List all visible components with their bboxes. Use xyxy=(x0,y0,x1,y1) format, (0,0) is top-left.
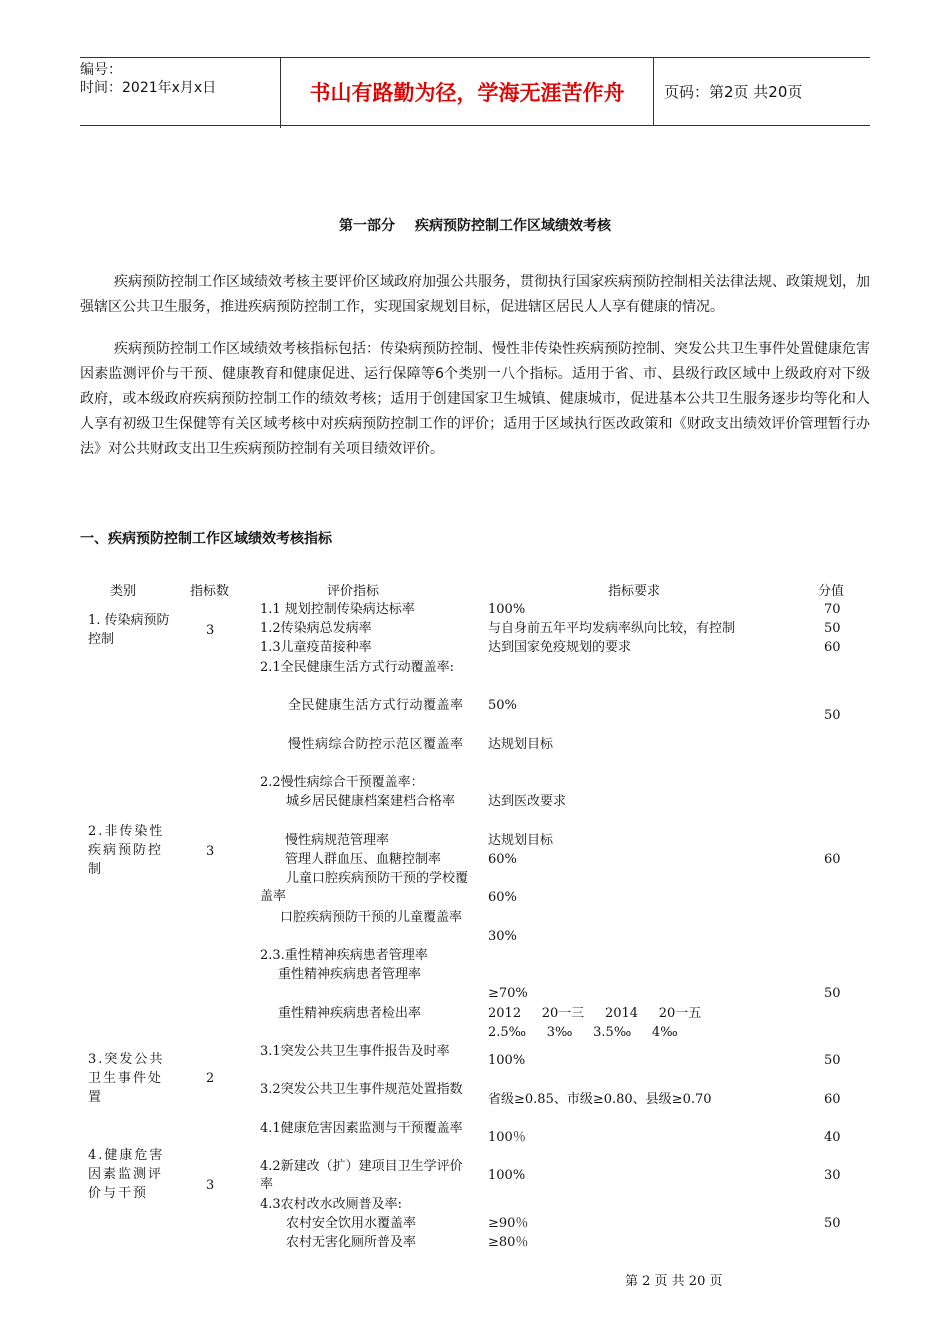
score-4-2: 30 xyxy=(824,1168,841,1183)
indicator-2-2: 2.2慢性病综合干预覆盖率： xyxy=(260,775,424,790)
req-2-2-c: 60% xyxy=(488,852,517,867)
col-header-category: 类别 xyxy=(110,584,137,599)
score-2-2: 60 xyxy=(824,852,841,867)
indicator-1-3: 1.3儿童疫苗接种率 xyxy=(260,640,372,655)
req-3-1: 100% xyxy=(488,1053,526,1068)
category-2: 2.非传染性疾病预防控制 xyxy=(88,824,165,877)
req-2-2-b: 达规划目标 xyxy=(488,833,554,848)
time-label: 时间：2021年x月x日 xyxy=(80,80,217,96)
score-4-3: 50 xyxy=(824,1216,841,1231)
col-header-score: 分值 xyxy=(818,584,845,599)
req-4-3-b: ≥80％ xyxy=(488,1235,529,1250)
category-1-count: 3 xyxy=(206,623,215,638)
indicator-3-1: 3.1突发公共卫生事件报告及时率 xyxy=(260,1044,450,1059)
req-2-3-a: ≥70% xyxy=(488,986,528,1001)
indicator-2-1: 2.1全民健康生活方式行动覆盖率: xyxy=(260,660,455,675)
category-4: 4.健康危害因素监测评价与干预 xyxy=(88,1148,165,1201)
indicator-2-3: 2.3.重性精神疾病患者管理率 xyxy=(260,948,428,963)
number-label: 编号： xyxy=(80,62,122,78)
category-3: 3.突发公共卫生事件处置 xyxy=(88,1052,165,1105)
indicator-2-3-b: 重性精神疾病患者检出率 xyxy=(278,1006,422,1021)
indicator-2-1-b: 慢性病综合防控示范区覆盖率 xyxy=(288,737,464,752)
req-2-3-b-years: 2012 20一三 2014 20一五 xyxy=(488,1006,702,1021)
indicator-4-3-a: 农村安全饮用水覆盖率 xyxy=(286,1216,417,1231)
req-2-1-a: 50% xyxy=(488,698,517,713)
score-3-1: 50 xyxy=(824,1053,841,1068)
indicator-3-2: 3.2突发公共卫生事件规范处置指数 xyxy=(260,1082,463,1097)
indicator-2-2-e: 口腔疾病预防干预的儿童覆盖率 xyxy=(280,910,463,925)
req-1-1: 100% xyxy=(488,602,526,617)
indicator-4-3-b: 农村无害化厕所普及率 xyxy=(286,1235,417,1250)
indicator-2-1-a: 全民健康生活方式行动覆盖率 xyxy=(288,698,464,713)
indicator-4-2: 4.2新建改（扩）建项目卫生学评价率 xyxy=(260,1159,463,1192)
req-2-2-e: 30% xyxy=(488,929,517,944)
section-part: 第一部分 xyxy=(339,218,395,234)
heading-1: 一、疾病预防控制工作区域绩效考核指标 xyxy=(80,531,332,547)
header-page-info: 页码：第2页 共20页 xyxy=(664,83,803,101)
indicator-2-2-b: 慢性病规范管理率 xyxy=(285,833,390,848)
indicator-4-1: 4.1健康危害因素监测与干预覆盖率 xyxy=(260,1121,463,1136)
req-4-2: 100% xyxy=(488,1168,526,1183)
req-3-2: 省级≥0.85、市级≥0.80、县级≥0.70 xyxy=(488,1092,712,1107)
col-header-requirement: 指标要求 xyxy=(608,584,661,599)
req-4-3-a: ≥90％ xyxy=(488,1216,529,1231)
col-header-count: 指标数 xyxy=(190,584,230,599)
req-1-2: 与自身前五年平均发病率纵向比较，有控制 xyxy=(488,621,736,636)
score-4-1: 40 xyxy=(824,1130,841,1145)
paragraph-1: 疾病预防控制工作区域绩效考核主要评价区域政府加强公共服务，贯彻执行国家疾病预防控制相关法律法规、政策规划，加强辖区公共卫生服务，推进疾病预防控制工作，实现国家规划目标，促进辖区居民人人享有健康的情况。 xyxy=(80,274,870,315)
score-2-3: 50 xyxy=(824,986,841,1001)
page-footer: 第 2 页 共 20 页 xyxy=(625,1274,723,1289)
paragraph-2: 疾病预防控制工作区域绩效考核指标包括：传染病预防控制、慢性非传染性疾病预防控制、突发公共卫生事件处置健康危害因素监测评价与干预、健康教育和健康促进、运行保障等6个类别一八个指标。适用于省、市、县级行政区域中上级政府对下级政府，或本级政府疾病预防控制工作的绩效考核；适用于创建国家卫生城镇、健康城市，促进基本公共卫生服务逐步均等化和人人享有初级卫生保健等有关区域考核中对疾病预防控制工作的评价；适用于区域执行医改政策和《财政支出绩效评价管理暂行办法》对公共财政支出卫生疾病预防控制有关项目绩效评价。 xyxy=(80,341,870,457)
category-4-count: 3 xyxy=(206,1178,215,1193)
category-3-count: 2 xyxy=(206,1071,215,1086)
header-motto: 书山有路勤为径，学海无涯苦作舟 xyxy=(281,58,654,125)
req-2-3-b-values: 2.5‰ 3‰ 3.5‰ 4‰ xyxy=(488,1025,678,1040)
indicator-2-2-c: 管理人群血压、血糖控制率 xyxy=(285,852,442,867)
req-4-1: 100％ xyxy=(488,1130,526,1145)
col-header-indicator: 评价指标 xyxy=(327,584,380,599)
req-2-2-d: 60% xyxy=(488,890,517,905)
score-1-1: 70 xyxy=(824,602,841,617)
indicator-2-2-a: 城乡居民健康档案建档合格率 xyxy=(286,794,456,809)
req-1-3: 达到国家免疫规划的要求 xyxy=(488,640,632,655)
indicator-1-2: 1.2传染病总发病率 xyxy=(260,621,372,636)
category-2-count: 3 xyxy=(206,844,215,859)
category-1: 1. 传染病预防控制 xyxy=(88,613,170,647)
score-2-1: 50 xyxy=(824,708,841,723)
score-1-3: 60 xyxy=(824,640,841,655)
score-3-2: 60 xyxy=(824,1092,841,1107)
indicator-2-3-a: 重性精神疾病患者管理率 xyxy=(278,967,422,982)
req-2-1-b: 达规划目标 xyxy=(488,737,554,752)
indicator-4-3: 4.3农村改水改厕普及率: xyxy=(260,1197,403,1212)
indicator-1-1: 1.1 规划控制传染病达标率 xyxy=(260,602,415,617)
indicator-2-2-d: 儿童口腔疾病预防干预的学校覆盖率 xyxy=(260,871,469,904)
score-1-2: 50 xyxy=(824,621,841,636)
section-title-text: 疾病预防控制工作区域绩效考核 xyxy=(415,218,611,234)
req-2-2-a: 达到医改要求 xyxy=(488,794,567,809)
